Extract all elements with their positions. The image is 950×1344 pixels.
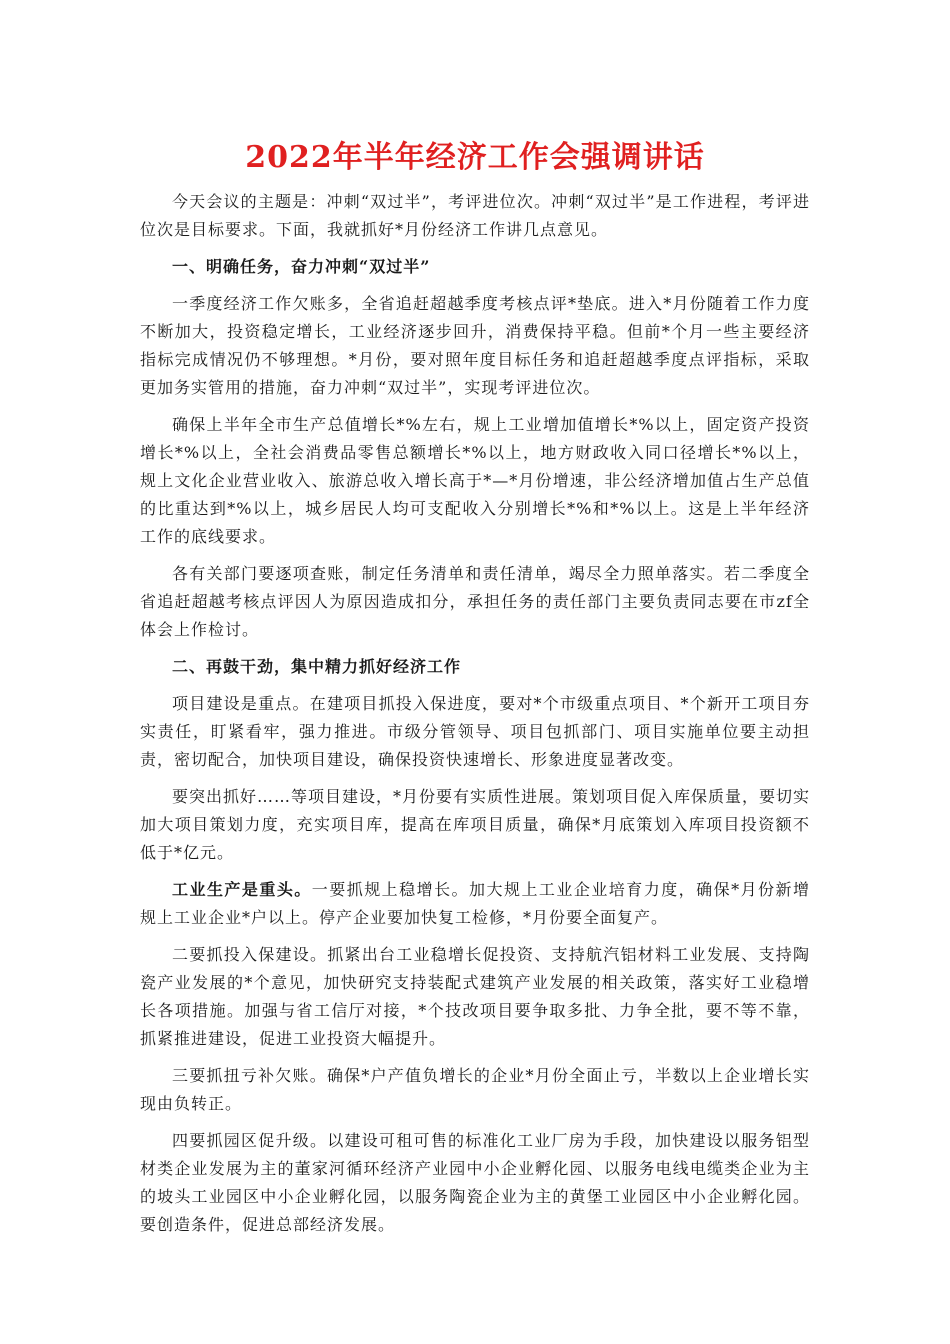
paragraph-industrial-production (140, 876, 810, 932)
section-heading-2: 二、再鼓干劲，集中精力抓好经济工作 (172, 657, 462, 676)
paragraph-body: 一要抓规上稳增长。加大规上工业企业培育力度，确保*月份新增规上工业企业*户以上。停产企业要加快复工检修，*月份要全面复产。 (140, 880, 810, 927)
paragraph-project-planning: 要突出抓好……等项目建设，*月份要有实质性进展。策划项目促入库保质量，要切实加大项目策划力度，充实项目库，提高在库项目质量，确保*月底策划入库项目投资额不低于*亿元。 (140, 787, 811, 862)
paragraph-investment: 二要抓投入保建设。抓紧出台工业稳增长促投资、支持航汽铝材料工业发展、支持陶瓷产业发展的*个意见，加快研究支持装配式建筑产业发展的相关政策，落实好工业稳增长各项措施。加强与省工信厅对接，*个技改项目要争取多批、力争全批，要不等不靠，抓紧推进建设，促进工业投资大幅提升。 (140, 945, 810, 1048)
paragraph-industrial-parks: 四要抓园区促升级。以建设可租可售的标准化工业厂房为手段，加快建设以服务铝型材类企业发展为主的董家河循环经济产业园中小企业孵化园、以服务电线电缆类企业为主的坡头工业园区中小企业孵化园，以服务陶瓷企业为主的黄堡工业园区中小企业孵化园。要创造条件，促进总部经济发展。 (140, 1131, 810, 1234)
paragraph-lead-bold: 工业生产是重头。 (172, 880, 312, 899)
document-title: 2022年半年经济工作会强调讲话 (245, 140, 705, 175)
paragraph-project-construction: 项目建设是重点。在建项目抓投入保进度，要对*个市级重点项目、*个新开工项目夯实责任，盯紧看牢，强力推进。市级分管领导、项目包抓部门、项目实施单位要主动担责，密切配合，加快项目建设，确保投资快速增长、形象进度显著改变。 (140, 694, 810, 769)
paragraph-targets: 确保上半年全市生产总值增长*%左右，规上工业增加值增长*%以上，固定资产投资增长*%以上，全社会消费品零售总额增长*%以上，地方财政收入同口径增长*%以上，规上文化企业营业收入、旅游总收入增长高于*—*月份增速，非公经济增加值占生产总值的比重达到*%以上，城乡居民人均可支配收入分别增长*%和*%以上。这是上半年经济工作的底线要求。 (140, 415, 810, 546)
section-heading-1: 一、明确任务，奋力冲刺“双过半” (172, 257, 431, 276)
paragraph-q1-review: 一季度经济工作欠账多，全省追赶超越季度考核点评*垫底。进入*月份随着工作力度不断加大，投资稳定增长，工业经济逐步回升，消费保持平稳。但前*个月一些主要经济指标完成情况仍不够理想。*月份，要对照年度目标任务和追赶超越季度点评指标，采取更加务实管用的措施，奋力冲刺“双过半”，实现考评进位次。 (140, 294, 810, 397)
paragraph-intro: 今天会议的主题是：冲刺“双过半”，考评进位次。冲刺“双过半”是工作进程，考评进位次是目标要求。下面，我就抓好*月份经济工作讲几点意见。 (140, 192, 810, 239)
paragraph-accountability: 各有关部门要逐项查账，制定任务清单和责任清单，竭尽全力照单落实。若二季度全省追赶超越考核点评因人为原因造成扣分，承担任务的责任部门主要负责同志要在市zf全体会上作检讨。 (140, 564, 810, 639)
paragraph-loss-reduction: 三要抓扭亏补欠账。确保*户产值负增长的企业*月份全面止亏，半数以上企业增长实现由负转正。 (140, 1066, 810, 1113)
